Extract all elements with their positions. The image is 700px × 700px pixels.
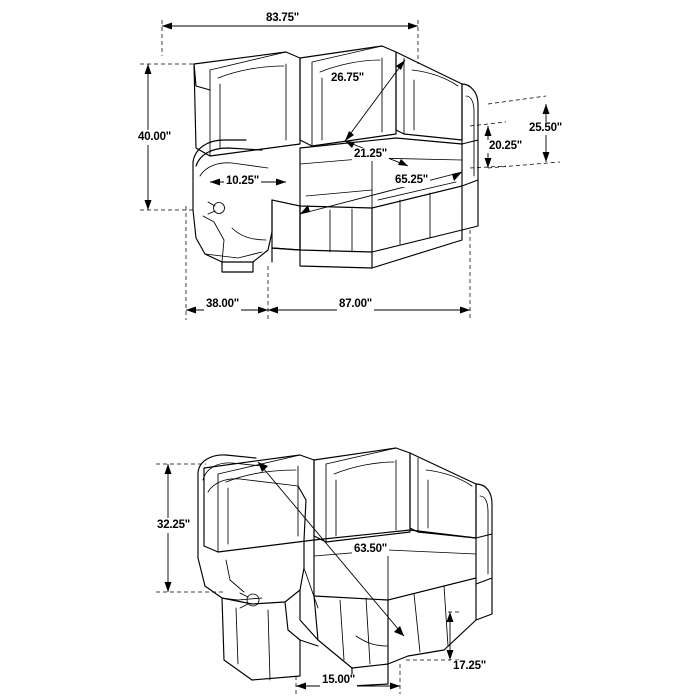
dimension-label-backrest-height: 26.75" bbox=[331, 72, 365, 84]
dimension-label-seat-depth: 21.25" bbox=[354, 148, 388, 160]
dimension-label-depth-base: 38.00" bbox=[206, 298, 240, 310]
dimension-label-back-height: 40.00" bbox=[138, 131, 172, 143]
dimension-label-overall-width-top: 83.75" bbox=[266, 12, 300, 24]
dimension-label-seat-width: 65.25" bbox=[395, 174, 429, 186]
dimension-label-overall-length-bottom: 87.00" bbox=[339, 298, 373, 310]
dimension-label-reclined-seat-length: 63.50" bbox=[354, 543, 388, 555]
dimension-label-arm-height: 25.50" bbox=[529, 122, 563, 134]
front-view-dimension-lines bbox=[140, 20, 560, 320]
dimension-label-seat-height: 20.25" bbox=[489, 140, 523, 152]
dimension-label-footrest-height: 17.25" bbox=[453, 660, 487, 672]
dimension-label-reclined-height: 32.25" bbox=[157, 519, 191, 531]
reclined-view-dimension-lines bbox=[156, 462, 462, 694]
dimension-label-reclined-base-depth: 15.00" bbox=[322, 674, 356, 686]
dimension-label-arm-width: 10.25" bbox=[226, 175, 260, 187]
